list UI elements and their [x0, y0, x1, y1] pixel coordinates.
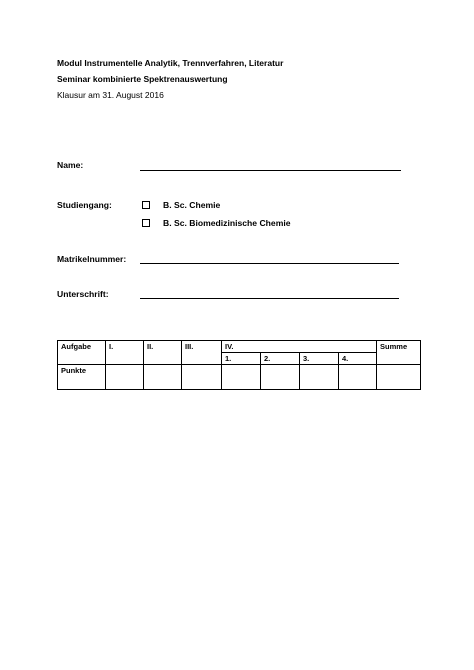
points-cell-task-3[interactable]	[182, 365, 222, 390]
checkbox-bsc-biomed-chemie[interactable]	[142, 219, 150, 227]
task-4-header: IV.	[222, 341, 377, 353]
option-bsc-chemie-label: B. Sc. Chemie	[163, 200, 221, 210]
seminar-title: Seminar kombinierte Spektrenauswertung	[57, 74, 228, 84]
program-label: Studiengang:	[57, 200, 112, 210]
exam-date: Klausur am 31. August 2016	[57, 90, 164, 100]
points-cell-task-1[interactable]	[106, 365, 144, 390]
signature-label: Unterschrift:	[57, 289, 109, 299]
module-title: Modul Instrumentelle Analytik, Trennverfahren, Literatur	[57, 58, 284, 68]
points-cell-summe[interactable]	[377, 365, 421, 390]
score-table	[57, 340, 421, 390]
matrikel-field[interactable]	[140, 263, 399, 264]
task-2-header: II.	[144, 341, 182, 365]
subtask-4-header: 4.	[339, 353, 377, 365]
points-cell-task-4-3[interactable]	[300, 365, 339, 390]
matrikel-label: Matrikelnummer:	[57, 254, 127, 264]
task-3-header: III.	[182, 341, 222, 365]
score-header-row	[58, 341, 421, 353]
subtask-2-header: 2.	[261, 353, 300, 365]
checkbox-bsc-chemie[interactable]	[142, 201, 150, 209]
points-cell-task-4-4[interactable]	[339, 365, 377, 390]
subtask-3-header: 3.	[300, 353, 339, 365]
aufgabe-header: Aufgabe	[58, 341, 106, 365]
option-bsc-biomed-chemie-label: B. Sc. Biomedizinische Chemie	[163, 218, 291, 228]
summe-header: Summe	[377, 341, 421, 365]
points-cell-task-4-2[interactable]	[261, 365, 300, 390]
task-1-header: I.	[106, 341, 144, 365]
name-label: Name:	[57, 160, 84, 170]
punkte-label: Punkte	[58, 365, 106, 390]
points-cell-task-4-1[interactable]	[222, 365, 261, 390]
points-cell-task-2[interactable]	[144, 365, 182, 390]
signature-field[interactable]	[140, 298, 399, 299]
subtask-1-header: 1.	[222, 353, 261, 365]
score-points-row	[58, 365, 421, 390]
name-field[interactable]	[140, 170, 401, 171]
